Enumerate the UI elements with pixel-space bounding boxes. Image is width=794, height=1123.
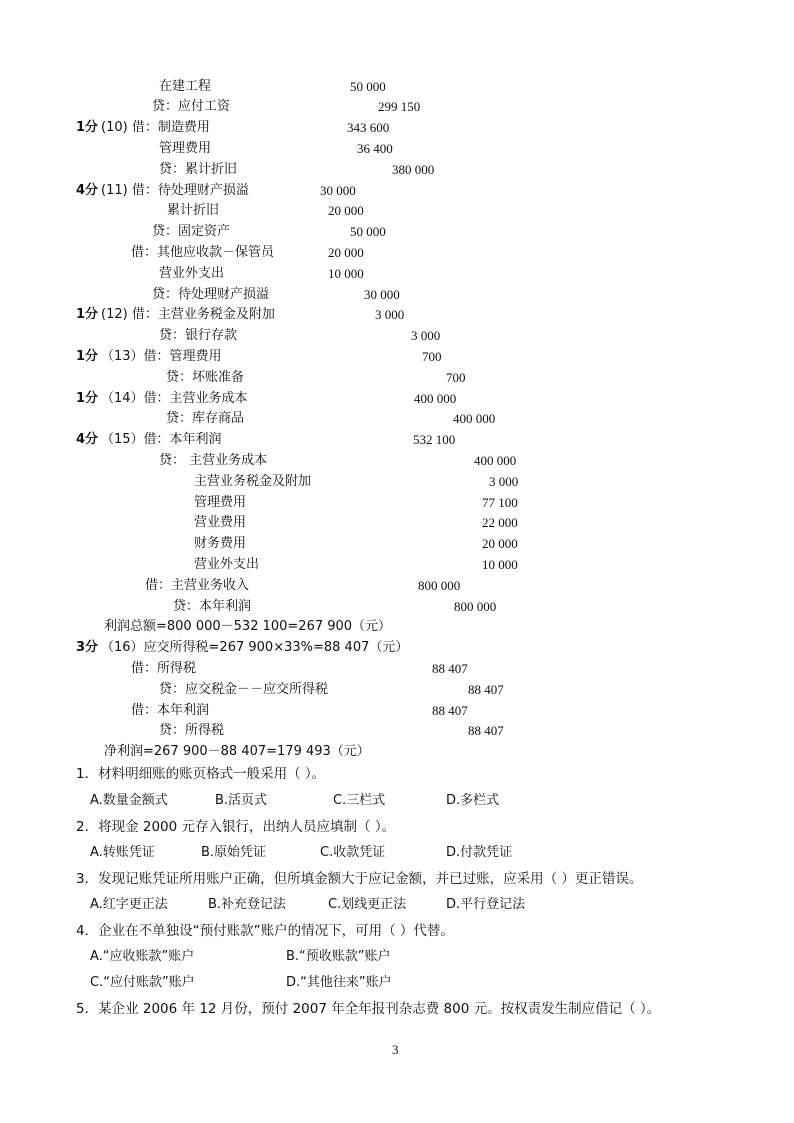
entry-text: 贷：库存商品 [166, 411, 245, 426]
entry-credit: 380 000 [392, 162, 435, 177]
question-option: C.“应付账款”账户 [90, 975, 195, 990]
question-stem: 5．某企业 2006 年 12 月份，预付 2007 年全年报刊杂志费 800 元。按权责发生制应借记（ ）。 [76, 1001, 661, 1017]
entry-credit: 30 000 [364, 287, 400, 302]
points-label: 4分 [76, 432, 99, 447]
entry-text: 管理费用 [194, 495, 247, 510]
entry-text: 借：主营业务收入 [145, 578, 250, 593]
entry-text: (10) 借：制造费用 [101, 120, 210, 135]
entry-text: 贷：待处理财产损溢 [152, 287, 270, 302]
entry-text: 贷：应付工资 [152, 99, 231, 114]
entry-text: 营业外支出 [159, 266, 225, 281]
entry-text: 贷：应交税金－－应交所得税 [159, 682, 329, 697]
points-label: 1分 [76, 120, 99, 135]
points-label: 1分 [76, 391, 99, 406]
entry-text: （15）借：本年利润 [101, 432, 222, 447]
entry-text: （14）借：主营业务成本 [101, 391, 248, 406]
question-option: D.付款凭证 [446, 845, 513, 860]
entry-debit: 400 000 [414, 391, 457, 406]
entry-text: 贷：银行存款 [159, 328, 238, 343]
question-stem: 2．将现金 2000 元存入银行，出纳人员应填制（ ）。 [76, 819, 396, 835]
entry-credit: 3 000 [489, 474, 519, 489]
entry-text: 营业费用 [194, 515, 247, 530]
entry-text: (12) 借：主营业务税金及附加 [101, 307, 275, 322]
question-option: A.“应收账款”账户 [90, 949, 195, 964]
entry-credit: 10 000 [482, 557, 518, 572]
entry-credit: 20 000 [482, 536, 518, 551]
entry-debit: 50 000 [350, 79, 386, 94]
entry-text: 营业外支出 [194, 557, 260, 572]
entry-text: 贷：本年利润 [173, 599, 252, 614]
entry-text: 累计折旧 [167, 203, 220, 218]
entry-text: 管理费用 [159, 141, 212, 156]
question-stem: 1．材料明细账的账页格式一般采用（ ）。 [76, 766, 326, 782]
entry-text: 财务费用 [194, 536, 247, 551]
question-stem: 3．发现记账凭证所用账户正确，但所填金额大于应记金额，并已过账，应采用（ ）更正错误。 [76, 871, 643, 887]
entry-debit: 20 000 [328, 203, 364, 218]
entry-text: 借：本年利润 [131, 703, 210, 718]
entry-text: 贷： 主营业务成本 [159, 453, 268, 468]
income-tax-line: （16）应交所得税=267 900×33%=88 407（元） [101, 640, 409, 655]
entry-credit: 88 407 [468, 682, 504, 697]
entry-text: （13）借：管理费用 [101, 349, 222, 364]
entry-credit: 50 000 [350, 224, 386, 239]
entry-credit: 400 000 [474, 453, 517, 468]
question-option: C.收款凭证 [320, 845, 386, 860]
entry-text: 借：其他应收款－保管员 [131, 245, 275, 260]
entry-text: 借：所得税 [131, 661, 197, 676]
entry-credit: 3 000 [411, 328, 441, 343]
entry-credit: 800 000 [454, 599, 497, 614]
question-option: C.划线更正法 [328, 897, 407, 912]
entry-debit: 343 600 [347, 120, 390, 135]
entry-debit: 10 000 [328, 266, 364, 281]
question-option: B.活页式 [215, 793, 268, 808]
entry-debit: 800 000 [418, 578, 461, 593]
entry-text: 贷：累计折旧 [159, 162, 238, 177]
points-label: 3分 [76, 640, 99, 655]
entry-credit: 400 000 [453, 411, 496, 426]
page-number: 3 [392, 1042, 399, 1057]
entry-credit: 88 407 [468, 723, 504, 738]
question-option: A.转账凭证 [90, 845, 155, 860]
entry-debit: 3 000 [375, 307, 405, 322]
question-option: A.数量金额式 [90, 793, 168, 808]
entry-credit: 700 [446, 370, 466, 385]
entry-text: 贷：固定资产 [152, 224, 231, 239]
question-option: B.补充登记法 [208, 897, 287, 912]
entry-text: (11) 借：待处理财产损溢 [101, 183, 249, 198]
points-label: 1分 [76, 307, 99, 322]
question-option: B.“预收账款”账户 [286, 949, 391, 964]
question-stem: 4．企业在不单独设“预付账款”账户的情况下，可用（ ）代替。 [76, 923, 454, 939]
question-option: D.平行登记法 [446, 897, 526, 912]
points-label: 4分 [76, 183, 99, 198]
points-label: 1分 [76, 349, 99, 364]
entry-text: 贷：坏账准备 [166, 370, 245, 385]
entry-text: 贷：所得税 [159, 723, 225, 738]
entry-credit: 299 150 [378, 99, 421, 114]
entry-debit: 36 400 [357, 141, 393, 156]
entry-credit: 77 100 [482, 495, 518, 510]
question-option: D.多栏式 [446, 793, 500, 808]
profit-total-line: 利润总额=800 000－532 100=267 900（元） [104, 619, 392, 634]
entry-debit: 532 100 [413, 432, 456, 447]
question-option: B.原始凭证 [201, 845, 267, 860]
entry-debit: 700 [422, 349, 442, 364]
net-profit-line: 净利润=267 900－88 407=179 493（元） [104, 744, 370, 759]
entry-debit: 20 000 [328, 245, 364, 260]
entry-text: 在建工程 [159, 79, 212, 94]
question-option: C.三栏式 [333, 793, 386, 808]
entry-debit: 88 407 [432, 661, 468, 676]
entry-debit: 30 000 [320, 183, 356, 198]
question-option: A.红字更正法 [90, 897, 168, 912]
entry-debit: 88 407 [432, 703, 468, 718]
entry-credit: 22 000 [482, 515, 518, 530]
entry-text: 主营业务税金及附加 [194, 474, 312, 489]
question-option: D.“其他往来”账户 [286, 975, 392, 990]
